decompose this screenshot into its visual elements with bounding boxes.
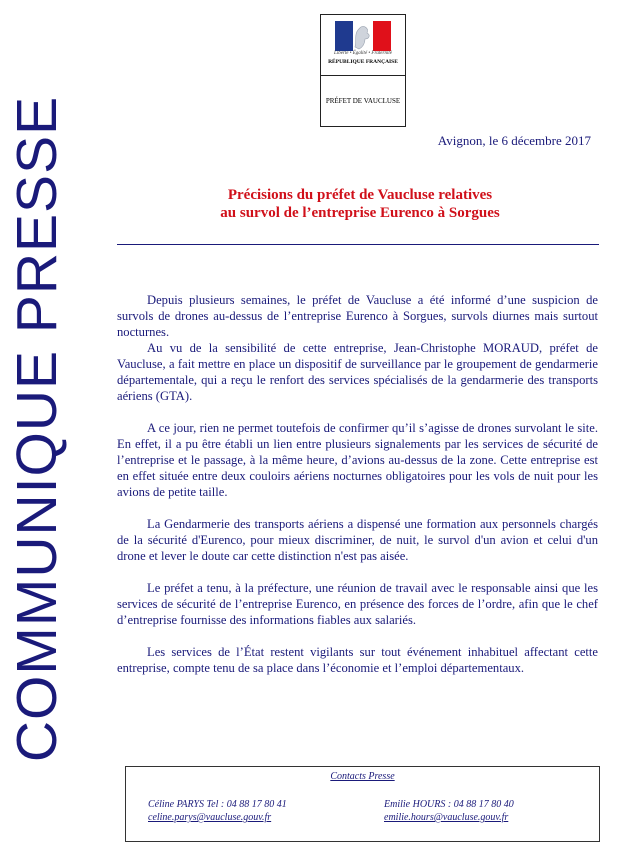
body-paragraph-4: La Gendarmerie des transports aériens a dispensé une formation aux personnels chargés de la sécurité d'Eurenco, pour mieux discriminer, de nuit, le survol d'un avion et celui d'un drone et lever le doute car cette distinction n'est pas aisée.: [117, 517, 598, 563]
republic-motto: Liberté • Égalité • Fraternité: [334, 51, 392, 56]
body-paragraph-6: Les services de l’État restent vigilants sur tout événement inhabituel affectant cette entreprise, compte tenu de sa place dans l’économie et l’emploi départementaux.: [117, 645, 598, 675]
contact-name-phone: Emilie HOURS : 04 88 17 80 40: [384, 799, 514, 810]
press-contacts-box: [125, 766, 600, 842]
contact-email-link[interactable]: emilie.hours@vaucluse.gouv.fr: [384, 812, 509, 823]
body-paragraph-5: Le préfet a tenu, à la préfecture, une réunion de travail avec le responsable ainsi que les services de sécurité de l’entreprise Eurenco, en présence des forces de l’ordre, afin que le chef d’entreprise fournisse des informations fiables aux salariés.: [117, 581, 598, 627]
press-headline: [140, 186, 580, 222]
headline-divider: [117, 244, 599, 245]
body-paragraph-1: Depuis plusieurs semaines, le préfet de Vaucluse a été informé d’une suspicion de survols de drones au-dessus de l’entreprise Eurenco à Sorgues, survols diurnes mais surtout nocturnes.: [117, 293, 598, 339]
body-paragraph-2: Au vu de la sensibilité de cette entreprise, Jean-Christophe MORAUD, préfet de Vaucluse, a fait mettre en place un dispositif de surveillance par le groupement de gendarmerie départementale, qui a reçu le renfort des services spécialisés de la gendarmerie des transports aériens (GTA).: [117, 341, 598, 403]
marianne-flag-icon: [335, 21, 391, 51]
press-date: Avignon, le 6 décembre 2017: [437, 133, 591, 148]
headline-line-2: au survol de l’entreprise Eurenco à Sorgues: [220, 205, 500, 221]
prefet-label: PRÉFET DE VAUCLUSE: [325, 97, 401, 105]
contact-name-phone: Céline PARYS Tel : 04 88 17 80 41: [148, 799, 287, 810]
contacts-title: Contacts Presse: [330, 771, 395, 782]
contact-emilie-hours: [384, 798, 514, 824]
republique-francaise-label: RÉPUBLIQUE FRANÇAISE: [328, 59, 398, 65]
contact-celine-parys: [148, 798, 287, 824]
press-body: [117, 292, 598, 692]
republique-francaise-logo: [320, 14, 406, 127]
communique-presse-banner: COMMUNIQUE PRESSE: [5, 95, 69, 763]
body-paragraph-3: A ce jour, rien ne permet toutefois de confirmer qu’il s’agisse de drones survolant le site. En effet, il a pu être établi un lien entre plusieurs signalements par les services de sécurité de l’entreprise et le passage, à la même heure, d’avions au-dessus de la zone. Cette entreprise est en effet située entre deux couloirs aériens nocturnes obligatoires pour les vols de nuit pour les avions de petite taille.: [117, 421, 598, 499]
contact-email-link[interactable]: celine.parys@vaucluse.gouv.fr: [148, 812, 272, 823]
logo-divider: [321, 75, 405, 76]
headline-line-1: Précisions du préfet de Vaucluse relatives: [227, 187, 493, 203]
